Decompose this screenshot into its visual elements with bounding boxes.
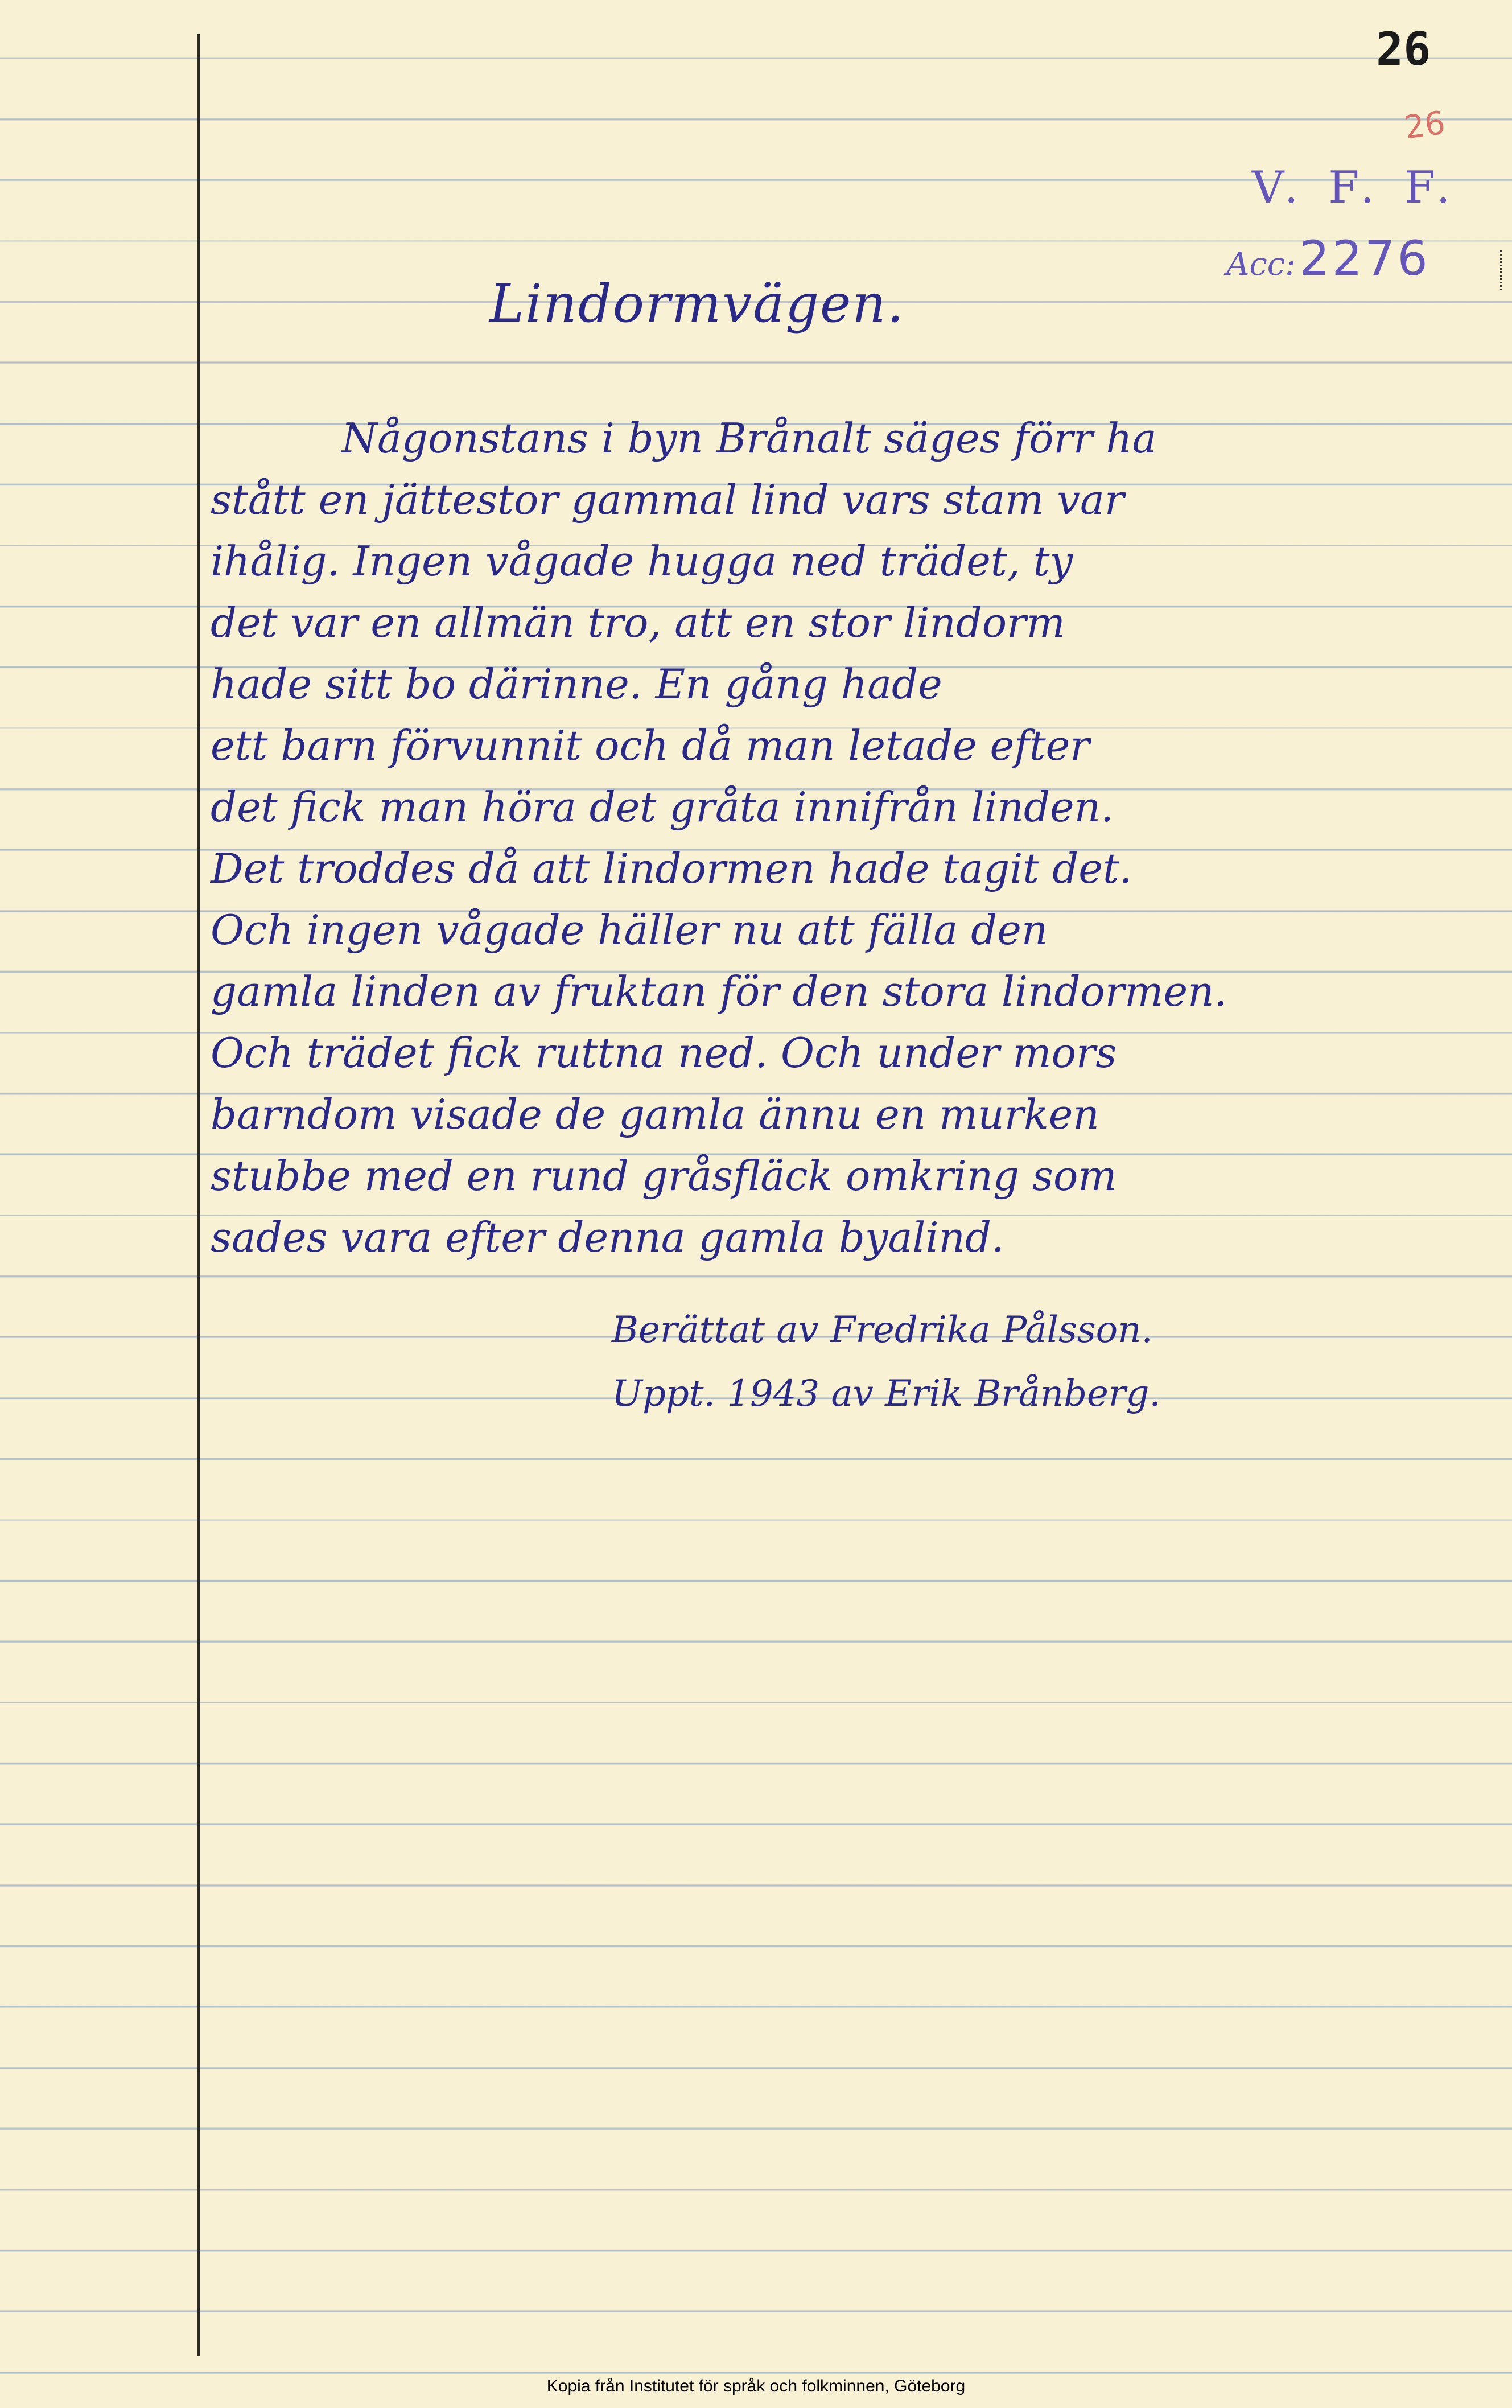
pencil-page-number: 26 [1402, 104, 1448, 147]
margin-line [197, 34, 200, 2356]
body-line: Det troddes då att lindormen hade tagit det. [211, 845, 1132, 892]
accession-label: Acc: [1226, 246, 1296, 283]
accession-number: 2276 [1299, 230, 1430, 286]
body-line: Och trädet fick ruttna ned. Och under mors [211, 1029, 1117, 1077]
body-line: hade sitt bo därinne. En gång hade [211, 660, 942, 708]
narrator-credit: Berättat av Fredrika Pålsson. [612, 1309, 1153, 1351]
body-line: det var en allmän tro, att en stor lindorm [211, 599, 1065, 647]
body-line: stubbe med en rund gråsfläck omkring som [211, 1152, 1117, 1200]
body-line: Någonstans i byn Brånalt säges förr ha [341, 414, 1157, 462]
body-line: ihålig. Ingen vågade hugga ned trädet, ty [211, 537, 1073, 585]
body-line: det fick man höra det gråta innifrån linden. [211, 783, 1114, 831]
body-line: Och ingen vågade häller nu att fälla den [211, 906, 1048, 954]
handwritten-body [211, 407, 1485, 1268]
archive-stamp-vff: V. F. F. [1252, 162, 1459, 213]
body-line: stått en jättestor gammal lind vars stam var [211, 476, 1124, 524]
page-number: 26 [1376, 23, 1431, 76]
body-line: barndom visade de gamla ännu en murken [211, 1090, 1099, 1138]
recorder-credit: Uppt. 1943 av Erik Brånberg. [612, 1373, 1161, 1415]
body-line: gamla linden av fruktan för den stora lindormen. [211, 968, 1227, 1015]
edge-mark [1500, 250, 1505, 290]
body-line: ett barn förvunnit och då man letade efter [211, 722, 1090, 769]
document-title: Lindormvägen. [489, 273, 905, 334]
archive-footer: Kopia från Institutet för språk och folkminnen, Göteborg [546, 2377, 966, 2395]
accession-stamp [1226, 230, 1430, 286]
body-line: sades vara efter denna gamla byalind. [211, 1213, 1004, 1261]
